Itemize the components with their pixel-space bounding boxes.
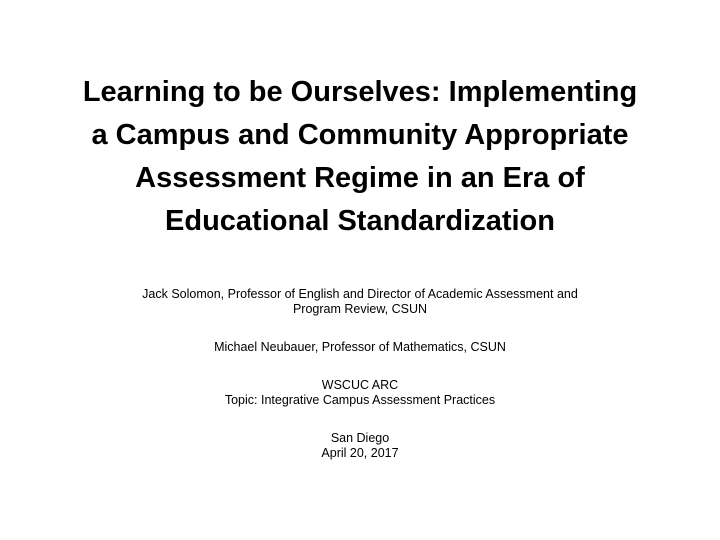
presenter-1-line-2: Program Review, CSUN bbox=[292, 302, 428, 316]
slide-title bbox=[40, 71, 680, 243]
title-line: Educational Standardization bbox=[165, 205, 555, 237]
presenter-2: Michael Neubauer, Professor of Mathematics, CSUN bbox=[214, 340, 506, 354]
session-topic: Topic: Integrative Campus Assessment Practices bbox=[224, 393, 496, 407]
title-line: Learning to be Ourselves: Implementing bbox=[82, 76, 638, 108]
event-name: WSCUC ARC bbox=[321, 378, 399, 392]
presenter-1-line-1: Jack Solomon, Professor of English and Director of Academic Assessment and bbox=[142, 287, 578, 301]
date: April 20, 2017 bbox=[321, 446, 399, 460]
title-line: Assessment Regime in an Era of bbox=[135, 162, 585, 194]
location: San Diego bbox=[330, 431, 390, 445]
title-line: a Campus and Community Appropriate bbox=[91, 119, 629, 151]
slide-subtitle bbox=[80, 287, 640, 461]
